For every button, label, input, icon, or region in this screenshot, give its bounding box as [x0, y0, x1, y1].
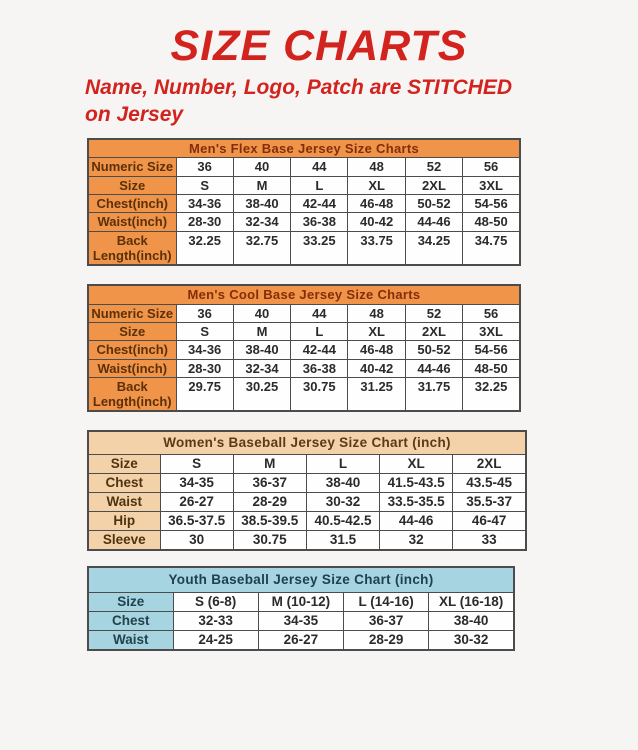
- value-cell: S: [176, 322, 233, 340]
- table-title-row: [88, 431, 526, 454]
- value-cell: 46-47: [453, 512, 526, 531]
- table-row: [88, 194, 520, 212]
- value-cell: 31.75: [405, 377, 462, 411]
- value-cell: M: [233, 455, 306, 474]
- value-cell: 38-40: [233, 341, 290, 359]
- table-title: Youth Baseball Jersey Size Chart (inch): [88, 567, 514, 592]
- value-cell: 38-40: [233, 194, 290, 212]
- value-cell: L: [306, 455, 379, 474]
- value-cell: 32-34: [233, 359, 290, 377]
- value-cell: 48-50: [463, 359, 520, 377]
- value-cell: 36-38: [291, 213, 348, 231]
- value-cell: L (14-16): [344, 592, 429, 611]
- row-label: Hip: [88, 512, 160, 531]
- value-cell: 33.25: [291, 231, 348, 265]
- table-row: [88, 231, 520, 265]
- value-cell: 36: [176, 304, 233, 322]
- value-cell: L: [291, 322, 348, 340]
- value-cell: 36-37: [233, 474, 306, 493]
- value-cell: 24-25: [173, 630, 258, 649]
- value-cell: 48: [348, 304, 405, 322]
- value-cell: 31.5: [306, 531, 379, 550]
- value-cell: 29.75: [176, 377, 233, 411]
- value-cell: S (6-8): [173, 592, 258, 611]
- value-cell: 42-44: [291, 341, 348, 359]
- table-youth-baseball: [87, 566, 515, 651]
- row-label: Waist: [88, 630, 173, 649]
- table-title: Men's Flex Base Jersey Size Charts: [88, 139, 520, 158]
- value-cell: 32-33: [173, 611, 258, 630]
- page-title: SIZE CHARTS: [170, 22, 468, 70]
- value-cell: 28-30: [176, 359, 233, 377]
- table-row: [88, 341, 520, 359]
- row-label: Waist: [88, 493, 160, 512]
- value-cell: 48: [348, 158, 405, 176]
- table-row: [88, 611, 514, 630]
- value-cell: 28-29: [233, 493, 306, 512]
- table-row: [88, 455, 526, 474]
- table-row: [88, 322, 520, 340]
- stitched-note: Name, Number, Logo, Patch are STITCHED on Jersey: [85, 76, 513, 127]
- row-label: Waist(inch): [88, 213, 176, 231]
- value-cell: 38.5-39.5: [233, 512, 306, 531]
- value-cell: 30-32: [306, 493, 379, 512]
- row-label: Chest: [88, 611, 173, 630]
- value-cell: 32-34: [233, 213, 290, 231]
- value-cell: 28-30: [176, 213, 233, 231]
- table-row: [88, 474, 526, 493]
- table-row: [88, 158, 520, 176]
- row-label: Back Length(inch): [88, 377, 176, 411]
- value-cell: 36-38: [291, 359, 348, 377]
- value-cell: XL: [380, 455, 453, 474]
- value-cell: 42-44: [291, 194, 348, 212]
- table-row: [88, 592, 514, 611]
- value-cell: 35.5-37: [453, 493, 526, 512]
- value-cell: 32.25: [176, 231, 233, 265]
- value-cell: XL (16-18): [429, 592, 514, 611]
- value-cell: M: [233, 176, 290, 194]
- value-cell: 50-52: [405, 194, 462, 212]
- value-cell: 36: [176, 158, 233, 176]
- value-cell: 52: [405, 158, 462, 176]
- value-cell: 46-48: [348, 341, 405, 359]
- value-cell: 44: [291, 304, 348, 322]
- table-row: [88, 304, 520, 322]
- value-cell: 56: [463, 158, 520, 176]
- value-cell: 40: [233, 158, 290, 176]
- row-label: Chest: [88, 474, 160, 493]
- value-cell: 48-50: [463, 213, 520, 231]
- row-label: Sleeve: [88, 531, 160, 550]
- value-cell: 44-46: [380, 512, 453, 531]
- value-cell: 34.25: [405, 231, 462, 265]
- table-row: [88, 512, 526, 531]
- value-cell: 52: [405, 304, 462, 322]
- table-title: Women's Baseball Jersey Size Chart (inch): [88, 431, 526, 454]
- table-mens-cool-base: [87, 284, 521, 412]
- row-label: Size: [88, 455, 160, 474]
- value-cell: 43.5-45: [453, 474, 526, 493]
- value-cell: 30-32: [429, 630, 514, 649]
- value-cell: 33.5-35.5: [380, 493, 453, 512]
- row-label: Back Length(inch): [88, 231, 176, 265]
- value-cell: 3XL: [463, 176, 520, 194]
- value-cell: 32.25: [463, 377, 520, 411]
- value-cell: 2XL: [453, 455, 526, 474]
- row-label: Size: [88, 322, 176, 340]
- row-label: Numeric Size: [88, 304, 176, 322]
- value-cell: 30.25: [233, 377, 290, 411]
- table-row: [88, 630, 514, 649]
- value-cell: 36.5-37.5: [160, 512, 233, 531]
- value-cell: 31.25: [348, 377, 405, 411]
- value-cell: 26-27: [160, 493, 233, 512]
- value-cell: 33.75: [348, 231, 405, 265]
- value-cell: XL: [348, 176, 405, 194]
- value-cell: 54-56: [463, 341, 520, 359]
- value-cell: 38-40: [429, 611, 514, 630]
- value-cell: 34-35: [160, 474, 233, 493]
- table-title: Men's Cool Base Jersey Size Charts: [88, 285, 520, 304]
- value-cell: 34-35: [258, 611, 343, 630]
- value-cell: S: [160, 455, 233, 474]
- value-cell: 30: [160, 531, 233, 550]
- row-label: Chest(inch): [88, 194, 176, 212]
- value-cell: 32.75: [233, 231, 290, 265]
- table-title-row: [88, 139, 520, 158]
- table-row: [88, 176, 520, 194]
- value-cell: 28-29: [344, 630, 429, 649]
- table-mens-flex-base: [87, 138, 521, 266]
- table-title-row: [88, 285, 520, 304]
- row-label: Numeric Size: [88, 158, 176, 176]
- value-cell: 46-48: [348, 194, 405, 212]
- value-cell: M: [233, 322, 290, 340]
- value-cell: 40: [233, 304, 290, 322]
- value-cell: XL: [348, 322, 405, 340]
- value-cell: L: [291, 176, 348, 194]
- table-row: [88, 531, 526, 550]
- value-cell: 40.5-42.5: [306, 512, 379, 531]
- value-cell: 44: [291, 158, 348, 176]
- value-cell: 56: [463, 304, 520, 322]
- value-cell: 50-52: [405, 341, 462, 359]
- value-cell: M (10-12): [258, 592, 343, 611]
- value-cell: 44-46: [405, 213, 462, 231]
- value-cell: 38-40: [306, 474, 379, 493]
- row-label: Chest(inch): [88, 341, 176, 359]
- value-cell: 40-42: [348, 213, 405, 231]
- table-row: [88, 359, 520, 377]
- value-cell: 2XL: [405, 322, 462, 340]
- value-cell: 26-27: [258, 630, 343, 649]
- value-cell: 34.75: [463, 231, 520, 265]
- table-womens-baseball: [87, 430, 527, 551]
- value-cell: 32: [380, 531, 453, 550]
- value-cell: 33: [453, 531, 526, 550]
- table-row: [88, 213, 520, 231]
- value-cell: 30.75: [233, 531, 306, 550]
- value-cell: 30.75: [291, 377, 348, 411]
- value-cell: 34-36: [176, 341, 233, 359]
- row-label: Waist(inch): [88, 359, 176, 377]
- row-label: Size: [88, 176, 176, 194]
- value-cell: 41.5-43.5: [380, 474, 453, 493]
- value-cell: 36-37: [344, 611, 429, 630]
- value-cell: S: [176, 176, 233, 194]
- value-cell: 3XL: [463, 322, 520, 340]
- value-cell: 34-36: [176, 194, 233, 212]
- table-row: [88, 493, 526, 512]
- value-cell: 54-56: [463, 194, 520, 212]
- table-title-row: [88, 567, 514, 592]
- table-row: [88, 377, 520, 411]
- row-label: Size: [88, 592, 173, 611]
- value-cell: 44-46: [405, 359, 462, 377]
- value-cell: 2XL: [405, 176, 462, 194]
- value-cell: 40-42: [348, 359, 405, 377]
